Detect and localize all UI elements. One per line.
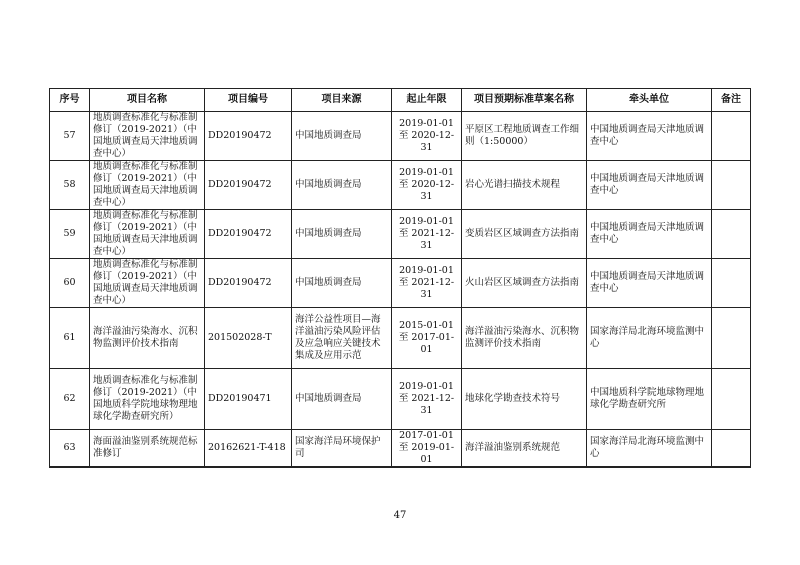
table-row	[50, 210, 751, 259]
cell-draft: 地球化学勘查技术符号	[462, 369, 587, 430]
cell-lead: 国家海洋局北海环境监测中心	[587, 430, 712, 468]
cell-note	[712, 308, 751, 369]
cell-no: 61	[50, 308, 90, 369]
standards-table	[49, 88, 751, 468]
cell-no: 57	[50, 112, 90, 161]
cell-source: 中国地质调查局	[292, 210, 392, 259]
cell-name: 地质调查标准化与标准制修订（2019-2021）（中国地质调查局天津地质调查中心）	[90, 210, 205, 259]
cell-lead: 中国地质调查局天津地质调查中心	[587, 161, 712, 210]
cell-draft: 变质岩区区域调查方法指南	[462, 210, 587, 259]
cell-period: 2019-01-01 至 2021-12-31	[392, 210, 462, 259]
table-row	[50, 161, 751, 210]
cell-name: 地质调查标准化与标准制修订（2019-2021）（中国地质调查局天津地质调查中心）	[90, 259, 205, 308]
cell-note	[712, 112, 751, 161]
table-row	[50, 112, 751, 161]
header-note: 备注	[712, 89, 751, 112]
cell-no: 60	[50, 259, 90, 308]
cell-code: DD20190471	[205, 369, 292, 430]
cell-lead: 中国地质科学院地球物理地球化学勘查研究所	[587, 369, 712, 430]
header-lead: 牵头单位	[587, 89, 712, 112]
table-row	[50, 369, 751, 430]
header-draft: 项目预期标准草案名称	[462, 89, 587, 112]
header-no: 序号	[50, 89, 90, 112]
cell-lead: 国家海洋局北海环境监测中心	[587, 308, 712, 369]
cell-note	[712, 430, 751, 468]
cell-name: 海面溢油鉴别系统规范标准修订	[90, 430, 205, 468]
cell-lead: 中国地质调查局天津地质调查中心	[587, 210, 712, 259]
cell-period: 2015-01-01 至 2017-01-01	[392, 308, 462, 369]
cell-name: 地质调查标准化与标准制修订（2019-2021）（中国地质科学院地球物理地球化学勘查研究所）	[90, 369, 205, 430]
table-row	[50, 308, 751, 369]
cell-draft: 岩心光谱扫描技术规程	[462, 161, 587, 210]
cell-code: DD20190472	[205, 259, 292, 308]
header-code: 项目编号	[205, 89, 292, 112]
cell-note	[712, 369, 751, 430]
table-row	[50, 430, 751, 468]
cell-draft: 火山岩区区域调查方法指南	[462, 259, 587, 308]
cell-period: 2017-01-01 至 2019-01-01	[392, 430, 462, 468]
cell-no: 59	[50, 210, 90, 259]
cell-draft: 海洋溢油污染海水、沉积物监测评价技术指南	[462, 308, 587, 369]
cell-period: 2019-01-01 至 2021-12-31	[392, 259, 462, 308]
cell-no: 63	[50, 430, 90, 468]
cell-note	[712, 210, 751, 259]
header-period: 起止年限	[392, 89, 462, 112]
cell-source: 中国地质调查局	[292, 161, 392, 210]
cell-period: 2019-01-01 至 2020-12-31	[392, 161, 462, 210]
cell-code: DD20190472	[205, 161, 292, 210]
cell-lead: 中国地质调查局天津地质调查中心	[587, 112, 712, 161]
cell-no: 58	[50, 161, 90, 210]
page-number: 47	[393, 510, 407, 521]
cell-note	[712, 161, 751, 210]
cell-source: 中国地质调查局	[292, 259, 392, 308]
cell-lead: 中国地质调查局天津地质调查中心	[587, 259, 712, 308]
cell-source: 中国地质调查局	[292, 112, 392, 161]
cell-draft: 海洋溢油鉴别系统规范	[462, 430, 587, 468]
table-header-row	[50, 89, 751, 112]
cell-code: DD20190472	[205, 112, 292, 161]
cell-source: 海洋公益性项目—海洋溢油污染风险评估及应急响应关键技术集成及应用示范	[292, 308, 392, 369]
cell-note	[712, 259, 751, 308]
cell-source: 中国地质调查局	[292, 369, 392, 430]
cell-name: 海洋溢油污染海水、沉积物监测评价技术指南	[90, 308, 205, 369]
cell-name: 地质调查标准化与标准制修订（2019-2021）（中国地质调查局天津地质调查中心）	[90, 112, 205, 161]
cell-code: DD20190472	[205, 210, 292, 259]
cell-code: 20162621-T-418	[205, 430, 292, 468]
cell-period: 2019-01-01 至 2021-12-31	[392, 369, 462, 430]
table-row	[50, 259, 751, 308]
cell-draft: 平原区工程地质调查工作细则（1:50000）	[462, 112, 587, 161]
cell-period: 2019-01-01 至 2020-12-31	[392, 112, 462, 161]
cell-no: 62	[50, 369, 90, 430]
cell-name: 地质调查标准化与标准制修订（2019-2021）（中国地质调查局天津地质调查中心）	[90, 161, 205, 210]
cell-code: 201502028-T	[205, 308, 292, 369]
header-name: 项目名称	[90, 89, 205, 112]
header-source: 项目来源	[292, 89, 392, 112]
cell-source: 国家海洋局环境保护司	[292, 430, 392, 468]
